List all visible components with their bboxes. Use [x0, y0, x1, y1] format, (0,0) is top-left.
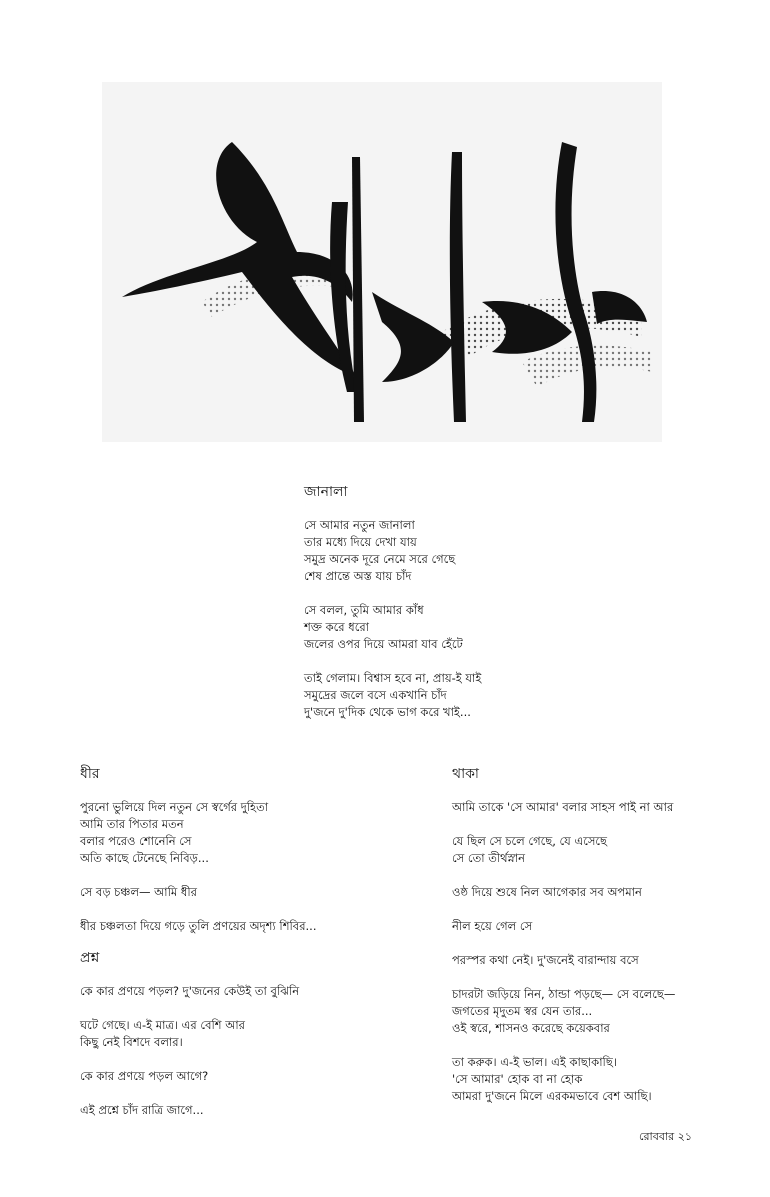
stanza — [452, 986, 675, 1037]
stanza — [80, 983, 299, 1000]
poem-line: শেষ প্রান্তে অস্ত যায় চাঁদ — [304, 569, 412, 583]
stanza — [80, 1068, 299, 1085]
poem-line: যে ছিল সে চলে গেছে, যে এসেছে — [452, 834, 608, 848]
poem-line: চাদরটা জড়িয়ে নিন, ঠান্ডা পড়ছে— সে বলেছে— — [452, 987, 676, 1001]
stanza — [452, 884, 675, 901]
poem-line: জগতের মৃদুতম স্বর যেন তার... — [452, 1004, 593, 1018]
stanza — [304, 602, 481, 653]
poem-thaka — [452, 766, 675, 1122]
poem-line: সে বলল, তুমি আমার কাঁধ — [304, 603, 424, 617]
poem-line: 'সে আমার' হোক বা না হোক — [452, 1072, 583, 1086]
poem-line: আমরা দু'জনে মিলে এরকমভাবে বেশ আছি। — [452, 1089, 652, 1103]
poem-line: সমুদ্রের জলে বসে একখানি চাঁদ — [304, 688, 447, 702]
stanza — [452, 952, 675, 969]
stanza — [304, 670, 481, 721]
poem-line: শক্ত করে ধরো — [304, 620, 370, 634]
poem-line: ঘটে গেছে। এ-ই মাত্র। এর বেশি আর — [80, 1018, 245, 1032]
stanza — [452, 833, 675, 867]
calligraphy-artwork — [82, 62, 662, 452]
brush-calligraphy-icon — [82, 62, 662, 452]
poem-line: এই প্রশ্নে চাঁদ রাত্রি জাগে... — [80, 1103, 204, 1117]
stanza — [80, 1017, 299, 1051]
poem-line: ওষ্ঠ দিয়ে শুষে নিল আগেকার সব অপমান — [452, 885, 642, 899]
stanza — [80, 918, 317, 935]
poem-line: দু'জনে দু'দিক থেকে ভাগ করে খাই... — [304, 705, 471, 719]
poem-line: পরস্পর কথা নেই। দু'জনেই বারান্দায় বসে — [452, 953, 639, 967]
poem-line: নীল হয়ে গেল সে — [452, 919, 533, 933]
poem-line: তা করুক। এ-ই ভাল। এই কাছাকাছি। — [452, 1055, 617, 1069]
poem-title: জানালা — [304, 484, 348, 500]
stanza — [452, 918, 675, 935]
poem-title: ধীর — [80, 766, 100, 782]
poem-line: জলের ওপর দিয়ে আমরা যাব হেঁটে — [304, 637, 463, 651]
poem-line: কিছু নেই বিশদে বলার। — [80, 1035, 183, 1049]
poem-line: সে বড় চঞ্চল— আমি ধীর — [80, 885, 197, 899]
poem-line: সে আমার নতুন জানালা — [304, 518, 415, 532]
poem-line: কে কার প্রণয়ে পড়ল? দু'জনের কেউই তা বুঝিনি — [80, 984, 300, 998]
stanza — [80, 799, 317, 867]
poem-proshno — [80, 950, 299, 1136]
poem-line: কে কার প্রণয়ে পড়ল আগে? — [80, 1069, 209, 1083]
poem-line: বলার পরেও শোনেনি সে — [80, 834, 192, 848]
poem-line: তার মধ্যে দিয়ে দেখা যায় — [304, 535, 417, 549]
stanza — [452, 799, 675, 816]
poem-dhir — [80, 766, 317, 952]
poem-title: প্রশ্ন — [80, 950, 100, 966]
poem-line: সে তো তীর্থস্নান — [452, 851, 526, 865]
poem-line: আমি তাকে 'সে আমার' বলার সাহস পাই না আর — [452, 800, 674, 814]
page-folio: রোববার ২১ — [639, 1130, 692, 1143]
poem-line: অতি কাছে টেনেছে নিবিড়... — [80, 851, 209, 865]
stanza — [452, 1054, 675, 1105]
poem-line: সমুদ্র অনেক দূরে নেমে সরে গেছে — [304, 552, 456, 566]
poem-title: থাকা — [452, 766, 479, 782]
stanza — [304, 517, 481, 585]
poem-line: ধীর চঞ্চলতা দিয়ে গড়ে তুলি প্রণয়ের অদৃশ্য শিবির... — [80, 919, 317, 933]
poem-line: পুরনো ভুলিয়ে দিল নতুন সে স্বর্গের দুহিতা — [80, 800, 269, 814]
poem-janala — [304, 484, 481, 738]
stanza — [80, 884, 317, 901]
poem-line: ওই স্বরে, শাসনও করেছে কয়েকবার — [452, 1021, 610, 1035]
poem-line: আমি তার পিতার মতন — [80, 817, 184, 831]
stanza — [80, 1102, 299, 1119]
poem-line: তাই গেলাম। বিশ্বাস হবে না, প্রায়-ই যাই — [304, 671, 482, 685]
